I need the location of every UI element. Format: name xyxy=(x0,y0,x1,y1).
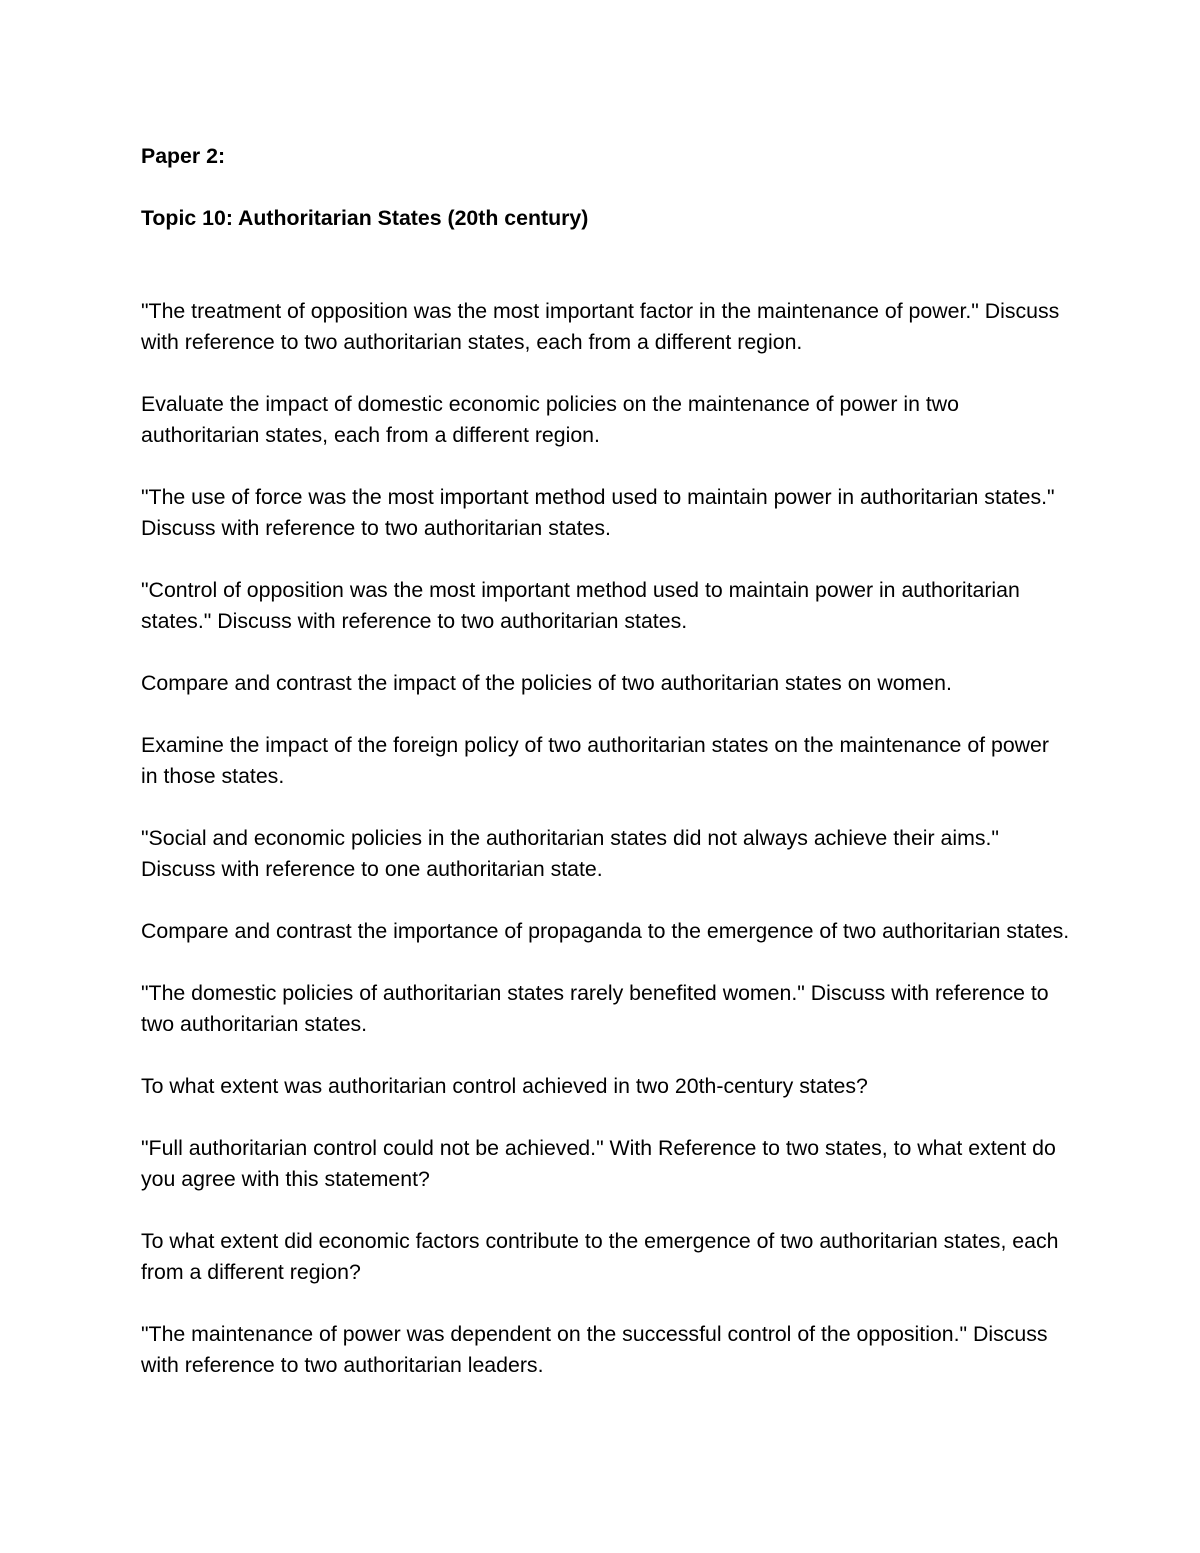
question-10: To what extent was authoritarian control achieved in two 20th-century states? xyxy=(141,1074,868,1098)
question-7: "Social and economic policies in the authoritarian states did not always achieve their aims." Discuss with reference to one authoritarian state. xyxy=(141,826,999,881)
document-content xyxy=(141,141,1071,1381)
question-3: "The use of force was the most important method used to maintain power in authoritarian states." Discuss with reference to two authoritarian states. xyxy=(141,485,1055,540)
question-11: "Full authoritarian control could not be achieved." With Reference to two states, to what extent do you agree with this statement? xyxy=(141,1136,1056,1191)
question-2: Evaluate the impact of domestic economic policies on the maintenance of power in two authoritarian states, each from a different region. xyxy=(141,392,960,447)
question-13: "The maintenance of power was dependent on the successful control of the opposition." Discuss with reference to two authoritarian leaders. xyxy=(141,1322,1048,1377)
paper-label: Paper 2: xyxy=(141,144,226,168)
question-12: To what extent did economic factors contribute to the emergence of two authoritarian states, each from a different region? xyxy=(141,1229,1059,1284)
question-5: Compare and contrast the impact of the policies of two authoritarian states on women. xyxy=(141,671,952,695)
topic-title: Topic 10: Authoritarian States (20th century) xyxy=(141,206,589,230)
question-8: Compare and contrast the importance of propaganda to the emergence of two authoritarian states. xyxy=(141,919,1070,943)
question-6: Examine the impact of the foreign policy of two authoritarian states on the maintenance of power in those states. xyxy=(141,733,1049,788)
question-4: "Control of opposition was the most important method used to maintain power in authoritarian states." Discuss with reference to two authoritarian states. xyxy=(141,578,1020,633)
question-1: "The treatment of opposition was the most important factor in the maintenance of power." Discuss with reference to two authoritarian states, each from a different region. xyxy=(141,299,1060,354)
question-9: "The domestic policies of authoritarian states rarely benefited women." Discuss with reference to two authoritarian states. xyxy=(141,981,1049,1036)
question-list xyxy=(141,296,1071,1381)
